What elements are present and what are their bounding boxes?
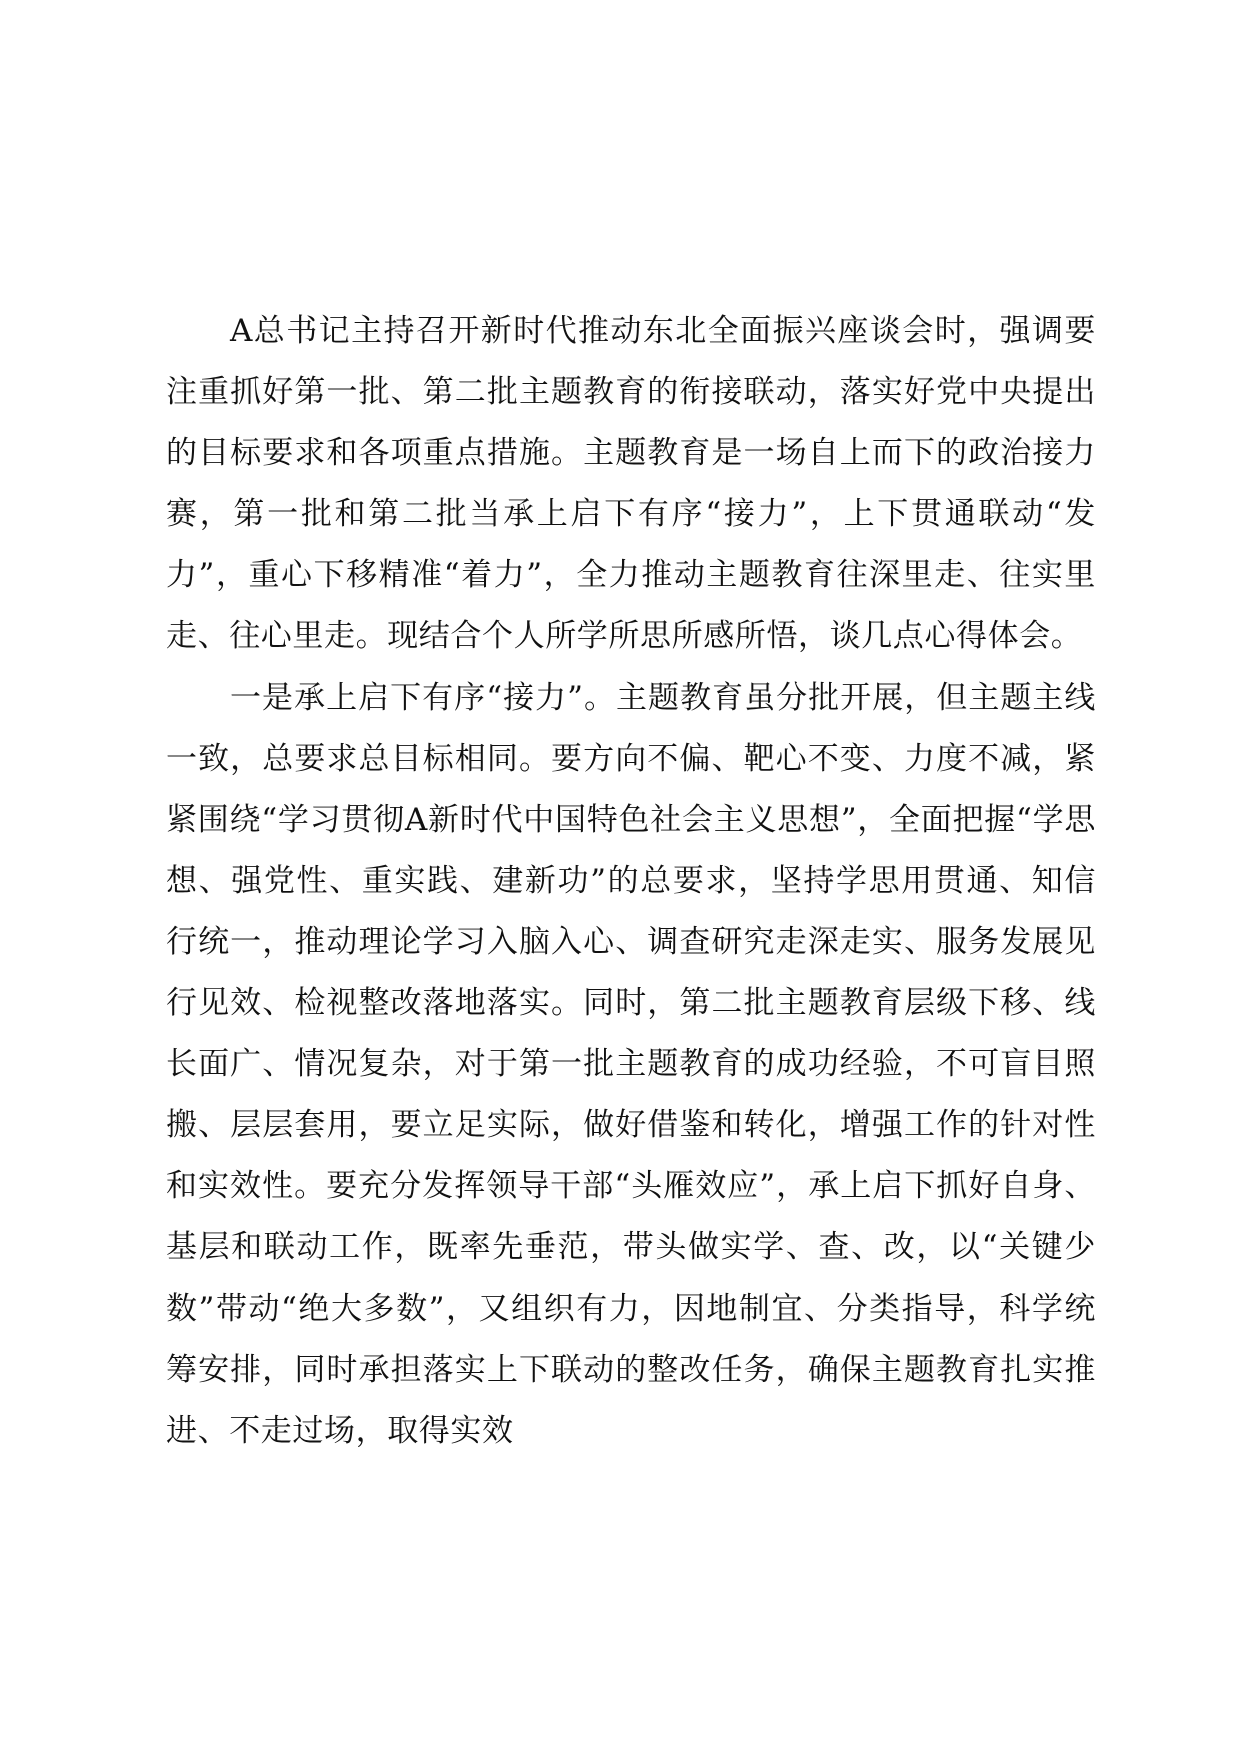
paragraph-point-one: 一是承上启下有序“接力”。主题教育虽分批开展，但主题主线一致，总要求总目标相同。要方向不偏、靶心不变、力度不减，紧紧围绕“学习贯彻A新时代中国特色社会主义思想”，全面把握“学思想、强党性、重实践、建新功”的总要求，坚持学思用贯通、知信行统一，推动理论学习入脑入心、调查研究走深走实、服务发展见行见效、检视整改落地落实。同时，第二批主题教育层级下移、线长面广、情况复杂，对于第一批主题教育的成功经验，不可盲目照搬、层层套用，要立足实际，做好借鉴和转化，增强工作的针对性和实效性。要充分发挥领导干部“头雁效应”，承上启下抓好自身、基层和联动工作，既率先垂范，带头做实学、查、改，以“关键少数”带动“绝大多数”，又组织有力，因地制宜、分类指导，科学统筹安排，同时承担落实上下联动的整改任务，确保主题教育扎实推进、不走过场，取得实效 bbox=[166, 679, 1096, 1449]
document-body bbox=[166, 301, 1096, 1462]
paragraph-intro: A总书记主持召开新时代推动东北全面振兴座谈会时，强调要注重抓好第一批、第二批主题教育的衔接联动，落实好党中央提出的目标要求和各项重点措施。主题教育是一场自上而下的政治接力赛，第一批和第二批当承上启下有序“接力”，上下贯通联动“发力”，重心下移精准“着力”，全力推动主题教育往深里走、往实里走、往心里走。现结合个人所学所思所感所悟，谈几点心得体会。 bbox=[166, 313, 1096, 655]
